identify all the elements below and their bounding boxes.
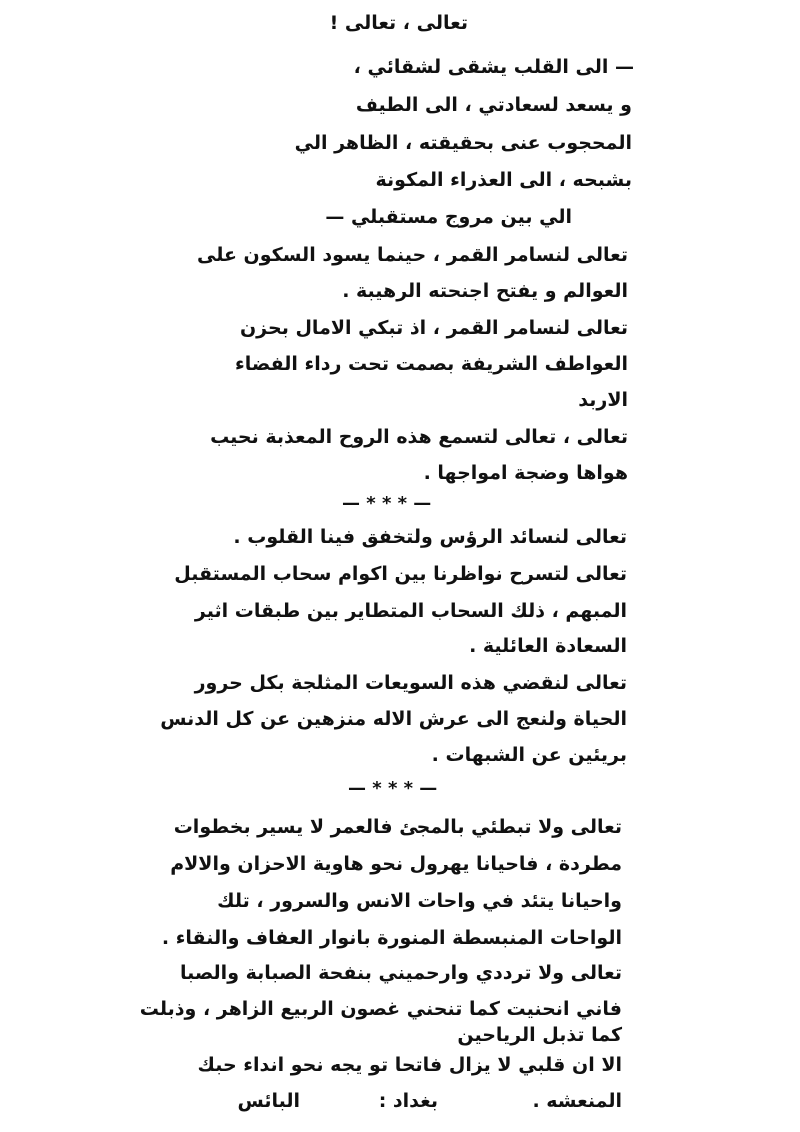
text-line: الواحات المنبسطة المنورة بانوار العفاف والنقاء . bbox=[161, 927, 622, 949]
text-line: السعادة العائلية . bbox=[469, 635, 627, 657]
text-line: فاني انحنيت كما تنحني غصون الربيع الزاهر ، وذبلت bbox=[139, 998, 622, 1020]
text-line: الا ان قلبي لا يزال فاتحا تو يجه نحو انداء حبك bbox=[197, 1054, 622, 1076]
text-line: تعالى لنقضي هذه السويعات المثلجة بكل حرور bbox=[194, 672, 627, 694]
text-line: تعالى لنسامر القمر ، اذ تبكي الامال بحزن bbox=[239, 317, 628, 339]
text-line: تعالى ، تعالى لتسمع هذه الروح المعذبة نحيب bbox=[210, 426, 628, 448]
text-line: كما تذبل الرياحين bbox=[457, 1024, 622, 1046]
text-line: و يسعد لسعادتي ، الى الطيف bbox=[355, 94, 632, 116]
section-separator: — * * * — bbox=[348, 778, 438, 799]
text-line: واحيانا يتئد في واحات الانس والسرور ، تلك bbox=[217, 890, 622, 912]
text-line: مطردة ، فاحيانا يهرول نحو هاوية الاحزان والالام bbox=[170, 853, 622, 875]
page-title: تعالى ، تعالى ! bbox=[329, 12, 468, 34]
text-line: العوالم و يفتح اجنحته الرهيبة . bbox=[342, 280, 628, 302]
section-separator: — * * * — bbox=[342, 493, 432, 514]
text-line: الاربد bbox=[578, 389, 628, 411]
text-line: المنعشه . bbox=[532, 1090, 622, 1112]
text-line: الحياة ولنعج الى عرش الاله منزهين عن كل الدنس bbox=[160, 708, 627, 730]
text-line: هواها وضجة امواجها . bbox=[423, 462, 628, 484]
signature-place: بغداد : bbox=[378, 1090, 438, 1112]
text-line: بريئين عن الشبهات . bbox=[431, 744, 627, 766]
text-line: — الى القلب يشقى لشقائي ، bbox=[353, 56, 634, 78]
text-line: المبهم ، ذلك السحاب المتطاير بين طبقات اثير bbox=[194, 600, 627, 622]
text-line: تعالى لنسائد الرؤس ولتخفق فينا القلوب . bbox=[233, 526, 627, 548]
signature-name: البائس bbox=[237, 1090, 300, 1112]
text-line: بشبحه ، الى العذراء المكونة bbox=[375, 169, 632, 191]
text-line: العواطف الشريفة بصمت تحت رداء الفضاء bbox=[235, 353, 628, 375]
text-line: المحجوب عنى بحقيقته ، الظاهر الي bbox=[294, 132, 632, 154]
text-line: تعالى ولا ترددي وارحميني بنفحة الصبابة والصبا bbox=[179, 962, 622, 984]
text-line: تعالى ولا تبطئي بالمجئ فالعمر لا يسير بخطوات bbox=[173, 816, 622, 838]
text-line: الي بين مروج مستقبلي — bbox=[325, 206, 572, 228]
text-line: تعالى لنسامر القمر ، حينما يسود السكون على bbox=[196, 244, 628, 266]
text-line: تعالى لتسرح نواظرنا بين اكوام سحاب المستقبل bbox=[174, 563, 627, 585]
